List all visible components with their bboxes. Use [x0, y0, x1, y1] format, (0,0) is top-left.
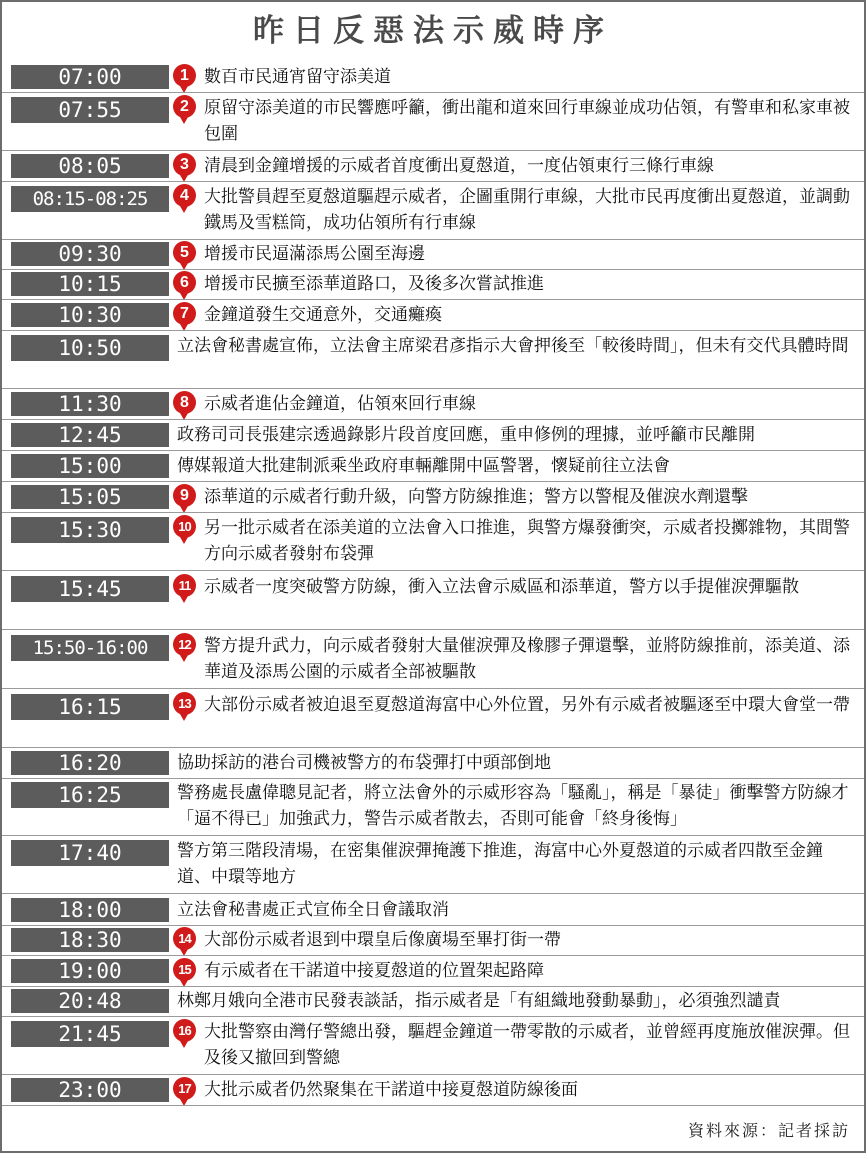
time-label: 07:00: [11, 65, 169, 89]
event-text: 警方提升武力，向示威者發射大量催淚彈及橡膠子彈還擊，並將防線推前，添美道、添華道及添馬公園的示威者全部被驅散: [204, 636, 850, 682]
row-divider: [2, 330, 864, 331]
marker-number-badge: 2: [173, 95, 196, 118]
row-divider: [2, 570, 864, 571]
row-divider: [2, 688, 864, 689]
timeline-row: [2, 64, 864, 91]
row-divider: [2, 778, 864, 779]
time-label: 12:45: [11, 423, 169, 447]
row-divider: [2, 92, 864, 93]
timeline-row: [2, 750, 864, 777]
event-text: 示威者一度突破警方防線，衝入立法會示威區和添華道，警方以手提催淚彈驅散: [204, 577, 799, 597]
time-label: 15:05: [11, 485, 169, 509]
time-label: 11:30: [11, 392, 169, 416]
timeline-row: [2, 95, 864, 149]
marker-number-badge: 7: [173, 302, 196, 325]
time-label: 15:50-16:00: [11, 635, 169, 661]
marker-number-badge: 17: [173, 1077, 196, 1100]
marker-number-badge: 8: [173, 391, 196, 414]
event-text: 立法會秘書處正式宣佈全日會議取消: [177, 900, 449, 920]
timeline-row: [2, 780, 864, 834]
row-divider: [2, 388, 864, 389]
time-label: 10:30: [11, 303, 169, 327]
timeline-row: [2, 422, 864, 449]
row-divider: [2, 893, 864, 894]
marker-number-badge: 16: [173, 1019, 196, 1042]
row-divider: [2, 181, 864, 182]
timeline-row: [2, 1019, 864, 1073]
row-divider: [2, 269, 864, 270]
timeline-row: [2, 574, 864, 628]
timeline-row: [2, 184, 864, 238]
row-divider: [2, 150, 864, 151]
row-divider: [2, 450, 864, 451]
row-divider: [2, 239, 864, 240]
marker-number-badge: 6: [173, 271, 196, 294]
marker-number-badge: 10: [173, 515, 196, 538]
event-text: 警方第三階段清場，在密集催淚彈掩護下推進，海富中心外夏慤道的示威者四散至金鐘道、中環等地方: [177, 841, 823, 887]
timeline-row: [2, 153, 864, 180]
marker-number-badge: 12: [173, 633, 196, 656]
marker-number-badge: 15: [173, 958, 196, 981]
time-label: 16:25: [11, 782, 169, 808]
time-label: 20:48: [11, 989, 169, 1013]
row-divider: [2, 1105, 864, 1106]
time-label: 08:05: [11, 154, 169, 178]
event-text: 大批警察由灣仔警總出發，驅趕金鐘道一帶零散的示威者，並曾經再度施放催淚彈。但及後又撤回到警總: [204, 1022, 850, 1068]
event-text: 立法會秘書處宣佈，立法會主席梁君彥指示大會押後至「較後時間」，但未有交代具體時間: [177, 336, 849, 356]
timeline-row: [2, 453, 864, 480]
row-divider: [2, 986, 864, 987]
time-label: 10:15: [11, 272, 169, 296]
row-divider: [2, 747, 864, 748]
timeline-row: [2, 897, 864, 924]
time-label: 07:55: [11, 97, 169, 123]
timeline-row: [2, 838, 864, 892]
event-text: 另一批示威者在添美道的立法會入口推進，與警方爆發衝突，示威者投擲雜物，其間警方向示威者發射布袋彈: [204, 518, 850, 564]
timeline-row: [2, 515, 864, 569]
timeline-row: [2, 692, 864, 746]
marker-number-badge: 14: [173, 927, 196, 950]
event-text: 數百市民通宵留守添美道: [204, 67, 391, 87]
marker-number-badge: 5: [173, 241, 196, 264]
row-divider: [2, 955, 864, 956]
time-label: 23:00: [11, 1078, 169, 1102]
event-text: 大部份示威者退到中環皇后像廣場至畢打街一帶: [204, 930, 561, 950]
event-text: 原留守添美道的市民響應呼籲，衝出龍和道來回行車線並成功佔領，有警車和私家車被包圍: [204, 98, 850, 144]
marker-number-badge: 13: [173, 692, 196, 715]
event-text: 示威者進佔金鐘道，佔領來回行車線: [204, 394, 476, 414]
marker-number-badge: 3: [173, 153, 196, 176]
time-label: 15:00: [11, 454, 169, 478]
timeline-row: [2, 333, 864, 387]
time-label: 18:00: [11, 898, 169, 922]
timeline-row: [2, 391, 864, 418]
event-text: 大部份示威者被迫退至夏慤道海富中心外位置，另外有示威者被驅逐至中環大會堂一帶: [204, 695, 850, 715]
timeline-row: [2, 927, 864, 954]
time-label: 21:45: [11, 1021, 169, 1047]
row-divider: [2, 481, 864, 482]
time-label: 17:40: [11, 840, 169, 866]
event-text: 有示威者在干諾道中接夏慤道的位置架起路障: [204, 961, 544, 981]
time-label: 08:15-08:25: [11, 186, 169, 212]
row-divider: [2, 1016, 864, 1017]
event-text: 金鐘道發生交通意外，交通癱瘓: [204, 305, 442, 325]
time-label: 16:20: [11, 751, 169, 775]
row-divider: [2, 835, 864, 836]
row-divider: [2, 512, 864, 513]
marker-number-badge: 4: [173, 184, 196, 207]
event-text: 政務司司長張建宗透過錄影片段首度回應，重申修例的理據，並呼籲市民離開: [177, 425, 755, 445]
event-text: 協助採訪的港台司機被警方的布袋彈打中頭部倒地: [177, 753, 551, 773]
row-divider: [2, 629, 864, 630]
timeline-row: [2, 958, 864, 985]
timeline-row: [2, 633, 864, 687]
event-text: 林鄭月娥向全港市民發表談話，指示威者是「有組織地發動暴動」，必須強烈譴責: [177, 991, 781, 1011]
time-label: 15:30: [11, 517, 169, 543]
event-text: 大批警員趕至夏慤道驅趕示威者，企圖重開行車線，大批市民再度衝出夏慤道，並調動鐵馬及雪糕筒，成功佔領所有行車線: [204, 187, 850, 233]
time-label: 18:30: [11, 928, 169, 952]
event-text: 大批示威者仍然聚集在干諾道中接夏慤道防線後面: [204, 1080, 578, 1100]
page-title: 昨日反惡法示威時序: [253, 13, 613, 49]
timeline-row: [2, 988, 864, 1015]
row-divider: [2, 419, 864, 420]
time-label: 09:30: [11, 242, 169, 266]
event-text: 添華道的示威者行動升級，向警方防線推進；警方以警棍及催淚水劑還擊: [204, 487, 748, 507]
event-text: 增援市民逼滿添馬公園至海邊: [204, 244, 425, 264]
event-text: 警務處長盧偉聰見記者，將立法會外的示威形容為「騷亂」，稱是「暴徒」衝擊警方防線才「逼不得已」加強武力，警告示威者散去，否則可能會「終身後悔」: [177, 783, 849, 829]
time-label: 15:45: [11, 576, 169, 602]
timeline-row: [2, 271, 864, 298]
marker-number-badge: 1: [173, 64, 196, 87]
row-divider: [2, 1074, 864, 1075]
row-divider: [2, 299, 864, 300]
time-label: 19:00: [11, 959, 169, 983]
timeline-row: [2, 1077, 864, 1104]
timeline-row: [2, 484, 864, 511]
timeline-row: [2, 302, 864, 329]
row-divider: [2, 925, 864, 926]
event-text: 傳媒報道大批建制派乘坐政府車輛離開中區警署，懷疑前往立法會: [177, 456, 670, 476]
time-label: 16:15: [11, 694, 169, 720]
timeline-row: [2, 241, 864, 268]
marker-number-badge: 9: [173, 484, 196, 507]
source-credit: 資料來源：記者採訪: [687, 1121, 850, 1140]
event-text: 增援市民擴至添華道路口，及後多次嘗試推進: [204, 274, 544, 294]
time-label: 10:50: [11, 335, 169, 361]
event-text: 清晨到金鐘增援的示威者首度衝出夏慤道，一度佔領東行三條行車線: [204, 156, 714, 176]
marker-number-badge: 11: [173, 574, 196, 597]
